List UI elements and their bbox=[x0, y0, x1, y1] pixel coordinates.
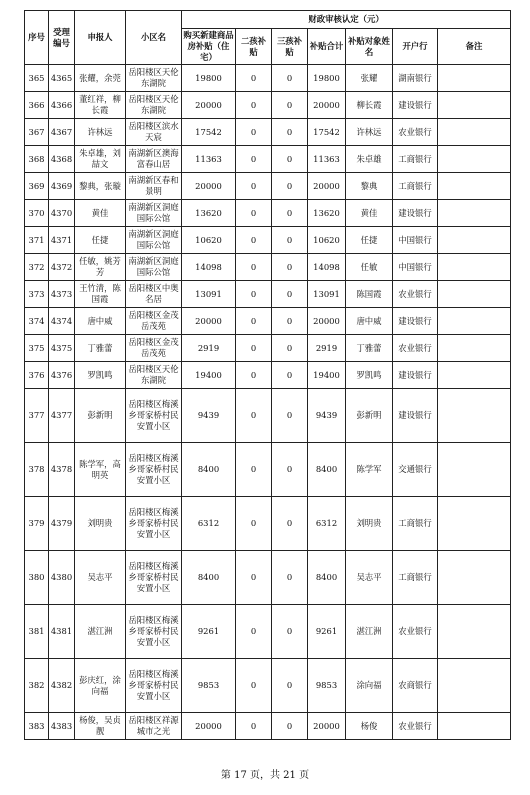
accept-no-cell: 4372 bbox=[49, 254, 75, 281]
table-body bbox=[25, 65, 511, 740]
accept-no-cell: 4380 bbox=[49, 551, 75, 605]
community-cell: 岳阳楼区中奥名居 bbox=[126, 281, 182, 308]
seq-cell: 371 bbox=[25, 227, 49, 254]
table-row bbox=[25, 65, 511, 92]
subsidy-total-cell: 13091 bbox=[308, 281, 346, 308]
community-cell: 岳阳楼区天伦东湖院 bbox=[126, 362, 182, 389]
seq-cell: 368 bbox=[25, 146, 49, 173]
applicant-cell: 任敏，姚芳芳 bbox=[75, 254, 126, 281]
purchase-subsidy-cell: 11363 bbox=[182, 146, 236, 173]
third-child-cell: 0 bbox=[272, 443, 308, 497]
subsidy-table-sheet bbox=[24, 10, 510, 740]
accept-no-cell: 4383 bbox=[49, 713, 75, 740]
seq-cell: 369 bbox=[25, 173, 49, 200]
bank-cell: 建设银行 bbox=[393, 389, 438, 443]
purchase-subsidy-cell: 20000 bbox=[182, 173, 236, 200]
community-cell: 南湖新区春和景明 bbox=[126, 173, 182, 200]
community-cell: 岳阳楼区滨水天宸 bbox=[126, 119, 182, 146]
purchase-subsidy-cell: 10620 bbox=[182, 227, 236, 254]
seq-cell: 367 bbox=[25, 119, 49, 146]
table-row bbox=[25, 308, 511, 335]
applicant-cell: 彭庆红，涂向福 bbox=[75, 659, 126, 713]
community-cell: 岳阳楼区天伦东湖院 bbox=[126, 65, 182, 92]
third-child-cell: 0 bbox=[272, 173, 308, 200]
community-cell: 南湖新区洞庭国际公馆 bbox=[126, 227, 182, 254]
table-row bbox=[25, 443, 511, 497]
second-child-cell: 0 bbox=[236, 119, 272, 146]
header-community: 小区名 bbox=[126, 11, 182, 65]
third-child-cell: 0 bbox=[272, 254, 308, 281]
remark-cell bbox=[438, 389, 511, 443]
recipient-cell: 陈国霞 bbox=[346, 281, 393, 308]
accept-no-cell: 4368 bbox=[49, 146, 75, 173]
applicant-cell: 董红祥，柳长霞 bbox=[75, 92, 126, 119]
applicant-cell: 丁雅蕾 bbox=[75, 335, 126, 362]
applicant-cell: 吴志平 bbox=[75, 551, 126, 605]
bank-cell: 建设银行 bbox=[393, 362, 438, 389]
community-cell: 岳阳楼区金茂岳茂苑 bbox=[126, 308, 182, 335]
table-row bbox=[25, 362, 511, 389]
subsidy-total-cell: 20000 bbox=[308, 308, 346, 335]
second-child-cell: 0 bbox=[236, 659, 272, 713]
seq-cell: 379 bbox=[25, 497, 49, 551]
second-child-cell: 0 bbox=[236, 551, 272, 605]
community-cell: 岳阳楼区梅溪乡哥家桥村民安置小区 bbox=[126, 389, 182, 443]
seq-cell: 370 bbox=[25, 200, 49, 227]
seq-cell: 366 bbox=[25, 92, 49, 119]
table-row bbox=[25, 173, 511, 200]
subsidy-total-cell: 20000 bbox=[308, 713, 346, 740]
community-cell: 岳阳楼区梅溪乡哥家桥村民安置小区 bbox=[126, 443, 182, 497]
applicant-cell: 黎典，张璇 bbox=[75, 173, 126, 200]
seq-cell: 381 bbox=[25, 605, 49, 659]
remark-cell bbox=[438, 200, 511, 227]
seq-cell: 383 bbox=[25, 713, 49, 740]
applicant-cell: 唐中威 bbox=[75, 308, 126, 335]
header-purchase-subsidy: 购买新建商品房补贴（住宅） bbox=[182, 29, 236, 65]
bank-cell: 工商银行 bbox=[393, 173, 438, 200]
applicant-cell: 湛江洲 bbox=[75, 605, 126, 659]
bank-cell: 农商银行 bbox=[393, 659, 438, 713]
table-row bbox=[25, 551, 511, 605]
third-child-cell: 0 bbox=[272, 146, 308, 173]
accept-no-cell: 4371 bbox=[49, 227, 75, 254]
accept-no-cell: 4366 bbox=[49, 92, 75, 119]
header-second-child: 二孩补贴 bbox=[236, 29, 272, 65]
applicant-cell: 朱卓雄，刘喆文 bbox=[75, 146, 126, 173]
accept-no-cell: 4373 bbox=[49, 281, 75, 308]
table-header bbox=[25, 11, 511, 65]
third-child-cell: 0 bbox=[272, 713, 308, 740]
table-row bbox=[25, 254, 511, 281]
remark-cell bbox=[438, 227, 511, 254]
recipient-cell: 柳长霞 bbox=[346, 92, 393, 119]
applicant-cell: 黄佳 bbox=[75, 200, 126, 227]
table-row bbox=[25, 146, 511, 173]
table-row bbox=[25, 92, 511, 119]
recipient-cell: 张耀 bbox=[346, 65, 393, 92]
purchase-subsidy-cell: 8400 bbox=[182, 551, 236, 605]
third-child-cell: 0 bbox=[272, 659, 308, 713]
table-row bbox=[25, 335, 511, 362]
accept-no-cell: 4382 bbox=[49, 659, 75, 713]
remark-cell bbox=[438, 281, 511, 308]
second-child-cell: 0 bbox=[236, 335, 272, 362]
third-child-cell: 0 bbox=[272, 227, 308, 254]
second-child-cell: 0 bbox=[236, 281, 272, 308]
bank-cell: 建设银行 bbox=[393, 92, 438, 119]
bank-cell: 工商银行 bbox=[393, 497, 438, 551]
accept-no-cell: 4377 bbox=[49, 389, 75, 443]
third-child-cell: 0 bbox=[272, 497, 308, 551]
header-bank: 开户行 bbox=[393, 29, 438, 65]
recipient-cell: 刘明贵 bbox=[346, 497, 393, 551]
third-child-cell: 0 bbox=[272, 200, 308, 227]
recipient-cell: 吴志平 bbox=[346, 551, 393, 605]
community-cell: 岳阳楼区天伦东湖院 bbox=[126, 92, 182, 119]
header-third-child: 三孩补贴 bbox=[272, 29, 308, 65]
seq-cell: 373 bbox=[25, 281, 49, 308]
purchase-subsidy-cell: 20000 bbox=[182, 713, 236, 740]
header-accept-no: 受理编号 bbox=[49, 11, 75, 65]
recipient-cell: 黄佳 bbox=[346, 200, 393, 227]
third-child-cell: 0 bbox=[272, 65, 308, 92]
subsidy-total-cell: 17542 bbox=[308, 119, 346, 146]
third-child-cell: 0 bbox=[272, 281, 308, 308]
community-cell: 南湖新区澳海富春山居 bbox=[126, 146, 182, 173]
purchase-subsidy-cell: 9261 bbox=[182, 605, 236, 659]
accept-no-cell: 4378 bbox=[49, 443, 75, 497]
header-recipient: 补贴对象姓名 bbox=[346, 29, 393, 65]
third-child-cell: 0 bbox=[272, 389, 308, 443]
community-cell: 岳阳楼区梅溪乡哥家桥村民安置小区 bbox=[126, 659, 182, 713]
subsidy-total-cell: 13620 bbox=[308, 200, 346, 227]
applicant-cell: 杨俊，吴贞靓 bbox=[75, 713, 126, 740]
bank-cell: 农业银行 bbox=[393, 713, 438, 740]
subsidy-total-cell: 6312 bbox=[308, 497, 346, 551]
header-finance-group: 财政审核认定（元） bbox=[182, 11, 511, 29]
subsidy-total-cell: 9439 bbox=[308, 389, 346, 443]
applicant-cell: 王竹清，陈国霞 bbox=[75, 281, 126, 308]
second-child-cell: 0 bbox=[236, 389, 272, 443]
page-number: 第 17 页，共 21 页 bbox=[220, 770, 310, 781]
table-row bbox=[25, 389, 511, 443]
table-row bbox=[25, 227, 511, 254]
remark-cell bbox=[438, 605, 511, 659]
community-cell: 岳阳楼区祥源城市之光 bbox=[126, 713, 182, 740]
applicant-cell: 任捷 bbox=[75, 227, 126, 254]
third-child-cell: 0 bbox=[272, 119, 308, 146]
remark-cell bbox=[438, 713, 511, 740]
purchase-subsidy-cell: 19800 bbox=[182, 65, 236, 92]
subsidy-total-cell: 10620 bbox=[308, 227, 346, 254]
table-row bbox=[25, 605, 511, 659]
third-child-cell: 0 bbox=[272, 92, 308, 119]
remark-cell bbox=[438, 551, 511, 605]
header-remark: 备注 bbox=[438, 29, 511, 65]
accept-no-cell: 4375 bbox=[49, 335, 75, 362]
recipient-cell: 任捷 bbox=[346, 227, 393, 254]
purchase-subsidy-cell: 19400 bbox=[182, 362, 236, 389]
subsidy-total-cell: 14098 bbox=[308, 254, 346, 281]
second-child-cell: 0 bbox=[236, 443, 272, 497]
accept-no-cell: 4374 bbox=[49, 308, 75, 335]
bank-cell: 工商银行 bbox=[393, 146, 438, 173]
accept-no-cell: 4365 bbox=[49, 65, 75, 92]
seq-cell: 375 bbox=[25, 335, 49, 362]
accept-no-cell: 4376 bbox=[49, 362, 75, 389]
recipient-cell: 黎典 bbox=[346, 173, 393, 200]
remark-cell bbox=[438, 119, 511, 146]
subsidy-total-cell: 20000 bbox=[308, 173, 346, 200]
bank-cell: 中国银行 bbox=[393, 227, 438, 254]
subsidy-total-cell: 8400 bbox=[308, 551, 346, 605]
bank-cell: 建设银行 bbox=[393, 200, 438, 227]
applicant-cell: 张耀，余莞 bbox=[75, 65, 126, 92]
seq-cell: 372 bbox=[25, 254, 49, 281]
bank-cell: 建设银行 bbox=[393, 308, 438, 335]
third-child-cell: 0 bbox=[272, 605, 308, 659]
subsidy-total-cell: 9853 bbox=[308, 659, 346, 713]
second-child-cell: 0 bbox=[236, 146, 272, 173]
remark-cell bbox=[438, 362, 511, 389]
accept-no-cell: 4370 bbox=[49, 200, 75, 227]
second-child-cell: 0 bbox=[236, 713, 272, 740]
second-child-cell: 0 bbox=[236, 92, 272, 119]
accept-no-cell: 4381 bbox=[49, 605, 75, 659]
applicant-cell: 彭新明 bbox=[75, 389, 126, 443]
recipient-cell: 湛江洲 bbox=[346, 605, 393, 659]
recipient-cell: 任敏 bbox=[346, 254, 393, 281]
applicant-cell: 许林远 bbox=[75, 119, 126, 146]
recipient-cell: 涂向福 bbox=[346, 659, 393, 713]
third-child-cell: 0 bbox=[272, 362, 308, 389]
accept-no-cell: 4369 bbox=[49, 173, 75, 200]
purchase-subsidy-cell: 9853 bbox=[182, 659, 236, 713]
table-row bbox=[25, 497, 511, 551]
remark-cell bbox=[438, 443, 511, 497]
bank-cell: 农业银行 bbox=[393, 119, 438, 146]
third-child-cell: 0 bbox=[272, 335, 308, 362]
seq-cell: 374 bbox=[25, 308, 49, 335]
second-child-cell: 0 bbox=[236, 254, 272, 281]
applicant-cell: 陈学军，高明英 bbox=[75, 443, 126, 497]
remark-cell bbox=[438, 146, 511, 173]
accept-no-cell: 4367 bbox=[49, 119, 75, 146]
recipient-cell: 唐中威 bbox=[346, 308, 393, 335]
purchase-subsidy-cell: 20000 bbox=[182, 308, 236, 335]
subsidy-total-cell: 9261 bbox=[308, 605, 346, 659]
subsidy-total-cell: 2919 bbox=[308, 335, 346, 362]
purchase-subsidy-cell: 13091 bbox=[182, 281, 236, 308]
remark-cell bbox=[438, 173, 511, 200]
seq-cell: 378 bbox=[25, 443, 49, 497]
subsidy-table bbox=[24, 10, 511, 740]
header-seq: 序号 bbox=[25, 11, 49, 65]
subsidy-total-cell: 20000 bbox=[308, 92, 346, 119]
third-child-cell: 0 bbox=[272, 551, 308, 605]
subsidy-total-cell: 8400 bbox=[308, 443, 346, 497]
bank-cell: 农业银行 bbox=[393, 605, 438, 659]
seq-cell: 365 bbox=[25, 65, 49, 92]
second-child-cell: 0 bbox=[236, 308, 272, 335]
purchase-subsidy-cell: 20000 bbox=[182, 92, 236, 119]
remark-cell bbox=[438, 308, 511, 335]
header-subsidy-total: 补贴合计 bbox=[308, 29, 346, 65]
accept-no-cell: 4379 bbox=[49, 497, 75, 551]
purchase-subsidy-cell: 8400 bbox=[182, 443, 236, 497]
community-cell: 南湖新区洞庭国际公馆 bbox=[126, 200, 182, 227]
applicant-cell: 刘明贵 bbox=[75, 497, 126, 551]
bank-cell: 农业银行 bbox=[393, 335, 438, 362]
community-cell: 岳阳楼区梅溪乡哥家桥村民安置小区 bbox=[126, 497, 182, 551]
recipient-cell: 杨俊 bbox=[346, 713, 393, 740]
recipient-cell: 彭新明 bbox=[346, 389, 393, 443]
subsidy-total-cell: 11363 bbox=[308, 146, 346, 173]
purchase-subsidy-cell: 9439 bbox=[182, 389, 236, 443]
second-child-cell: 0 bbox=[236, 605, 272, 659]
recipient-cell: 陈学军 bbox=[346, 443, 393, 497]
seq-cell: 382 bbox=[25, 659, 49, 713]
purchase-subsidy-cell: 17542 bbox=[182, 119, 236, 146]
purchase-subsidy-cell: 14098 bbox=[182, 254, 236, 281]
community-cell: 岳阳楼区金茂岳茂苑 bbox=[126, 335, 182, 362]
bank-cell: 工商银行 bbox=[393, 551, 438, 605]
remark-cell bbox=[438, 335, 511, 362]
second-child-cell: 0 bbox=[236, 200, 272, 227]
seq-cell: 376 bbox=[25, 362, 49, 389]
recipient-cell: 许林远 bbox=[346, 119, 393, 146]
second-child-cell: 0 bbox=[236, 362, 272, 389]
remark-cell bbox=[438, 254, 511, 281]
table-row bbox=[25, 659, 511, 713]
table-row bbox=[25, 281, 511, 308]
applicant-cell: 罗凯鸣 bbox=[75, 362, 126, 389]
purchase-subsidy-cell: 13620 bbox=[182, 200, 236, 227]
community-cell: 南湖新区洞庭国际公馆 bbox=[126, 254, 182, 281]
seq-cell: 380 bbox=[25, 551, 49, 605]
seq-cell: 377 bbox=[25, 389, 49, 443]
recipient-cell: 朱卓雄 bbox=[346, 146, 393, 173]
second-child-cell: 0 bbox=[236, 173, 272, 200]
remark-cell bbox=[438, 92, 511, 119]
third-child-cell: 0 bbox=[272, 308, 308, 335]
header-applicant: 申报人 bbox=[75, 11, 126, 65]
subsidy-total-cell: 19400 bbox=[308, 362, 346, 389]
bank-cell: 湖南银行 bbox=[393, 65, 438, 92]
second-child-cell: 0 bbox=[236, 65, 272, 92]
purchase-subsidy-cell: 2919 bbox=[182, 335, 236, 362]
community-cell: 岳阳楼区梅溪乡哥家桥村民安置小区 bbox=[126, 605, 182, 659]
recipient-cell: 丁雅蕾 bbox=[346, 335, 393, 362]
remark-cell bbox=[438, 659, 511, 713]
second-child-cell: 0 bbox=[236, 227, 272, 254]
bank-cell: 中国银行 bbox=[393, 254, 438, 281]
remark-cell bbox=[438, 497, 511, 551]
purchase-subsidy-cell: 6312 bbox=[182, 497, 236, 551]
bank-cell: 农业银行 bbox=[393, 281, 438, 308]
bank-cell: 交通银行 bbox=[393, 443, 438, 497]
table-row bbox=[25, 119, 511, 146]
second-child-cell: 0 bbox=[236, 497, 272, 551]
remark-cell bbox=[438, 65, 511, 92]
table-row bbox=[25, 713, 511, 740]
subsidy-total-cell: 19800 bbox=[308, 65, 346, 92]
community-cell: 岳阳楼区梅溪乡哥家桥村民安置小区 bbox=[126, 551, 182, 605]
recipient-cell: 罗凯鸣 bbox=[346, 362, 393, 389]
table-row bbox=[25, 200, 511, 227]
